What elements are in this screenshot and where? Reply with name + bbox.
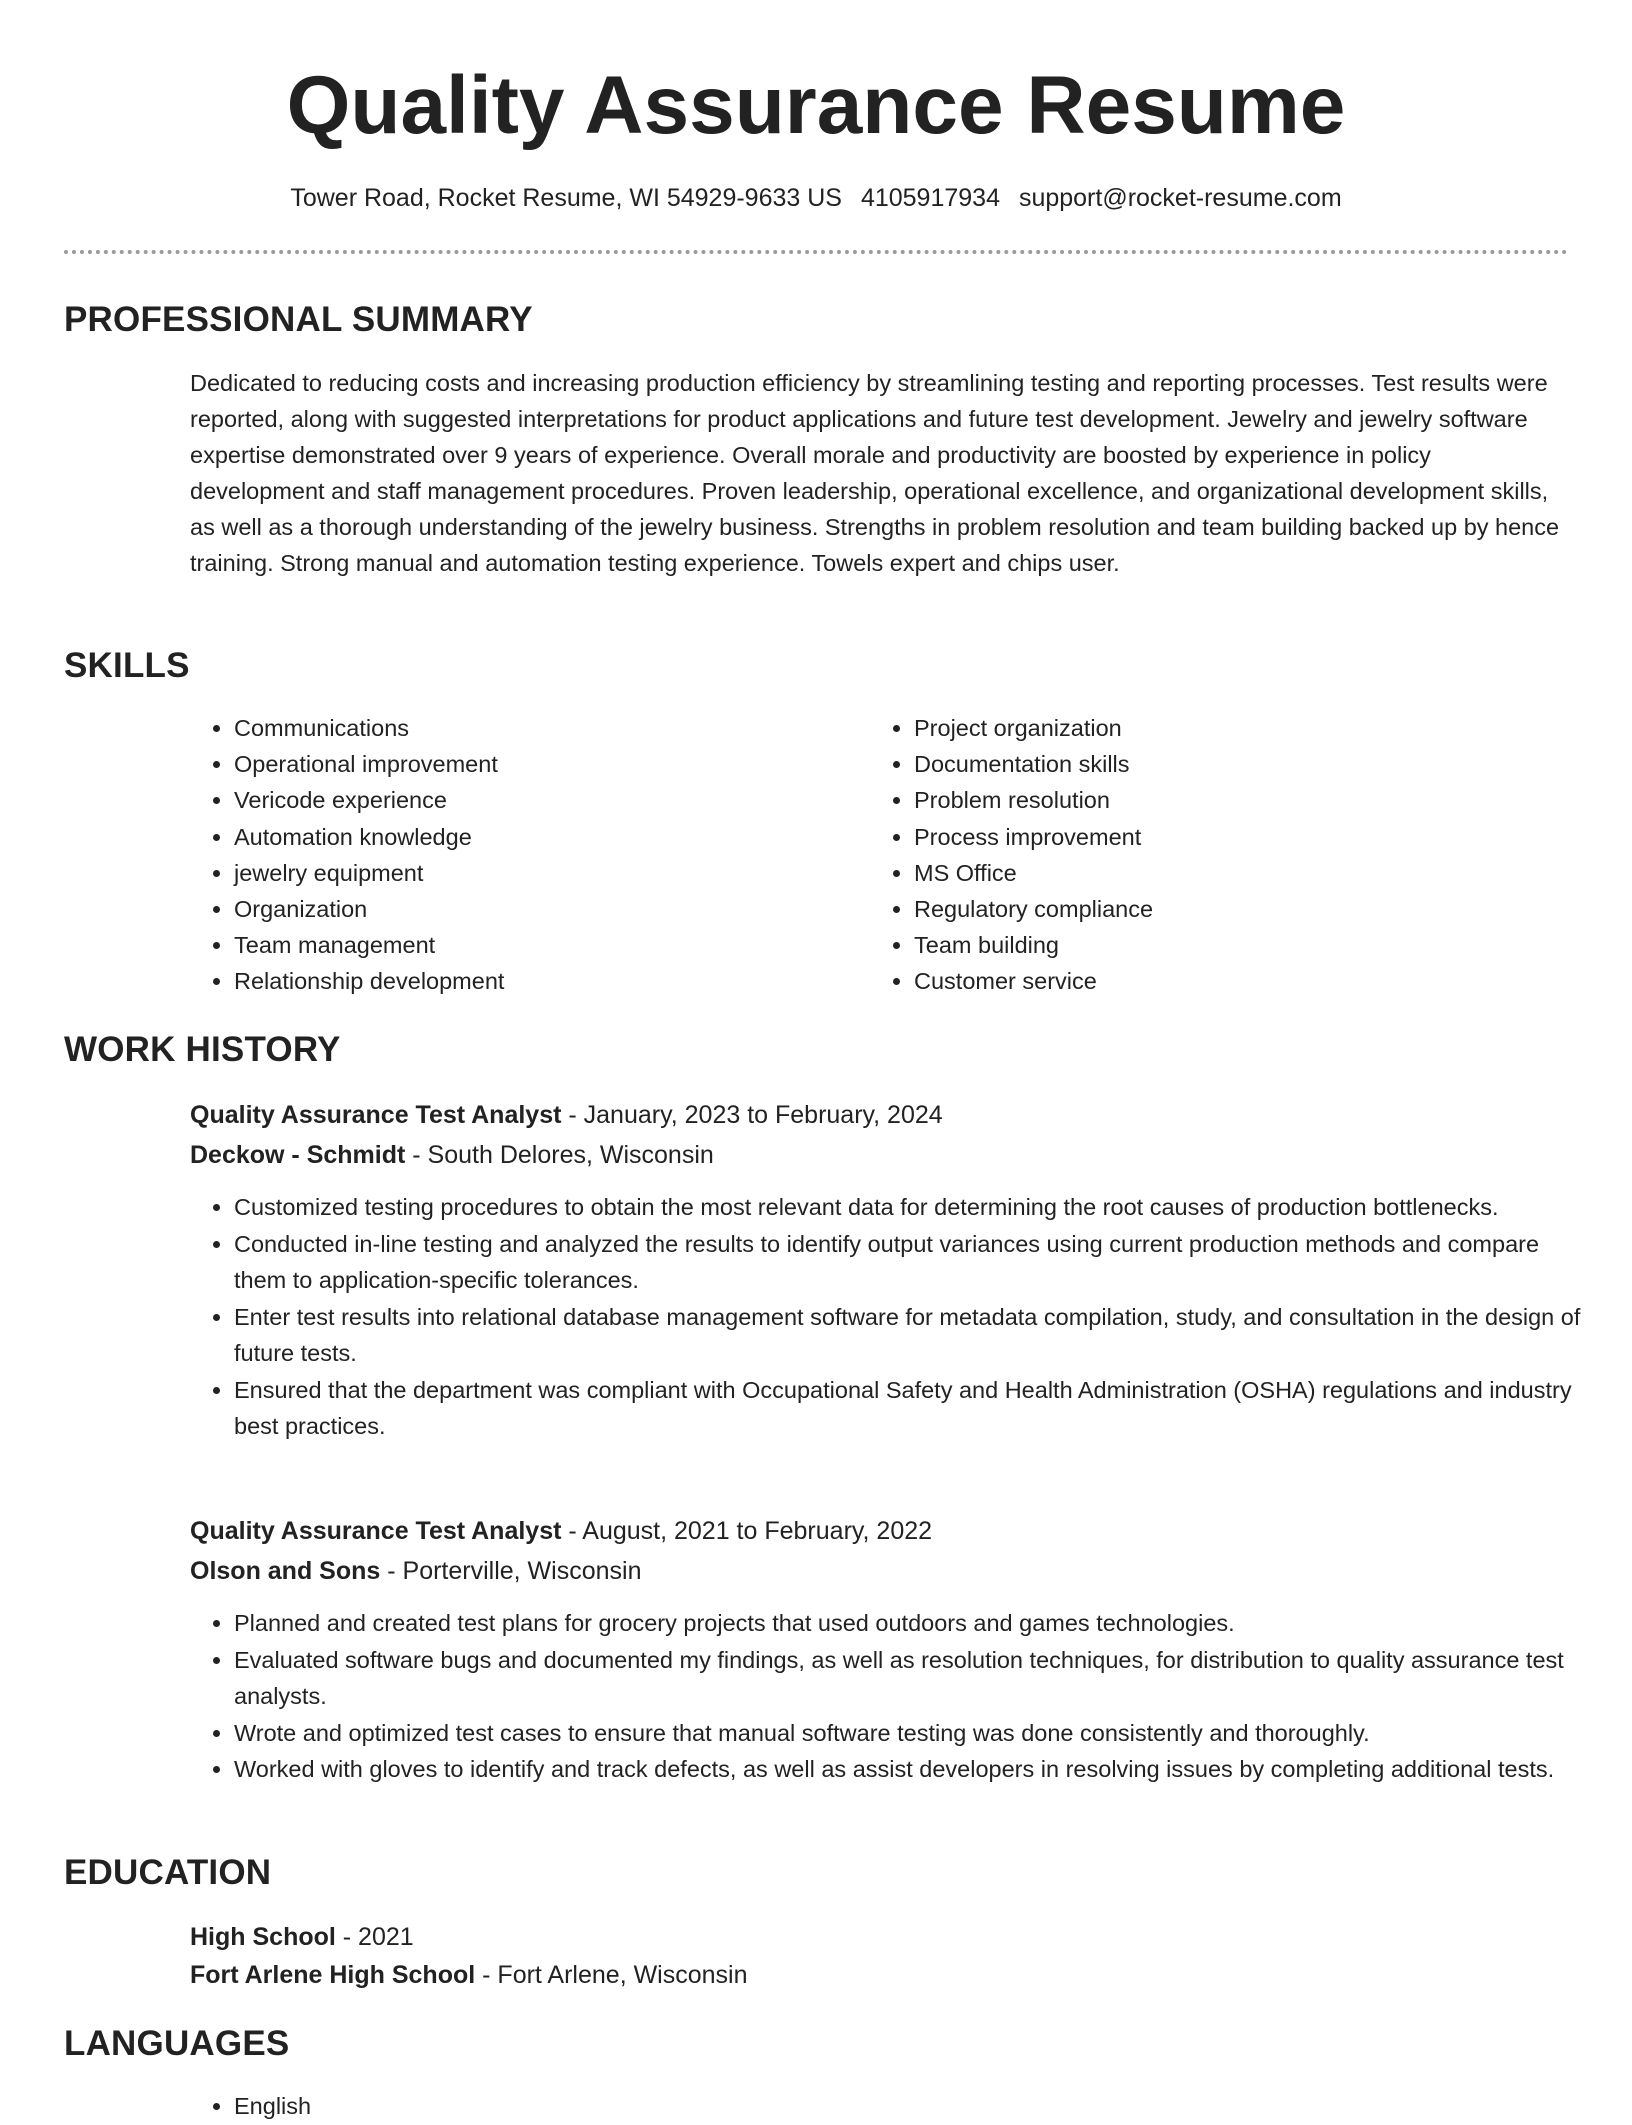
job-title: Quality Assurance Test Analyst bbox=[190, 1517, 562, 1545]
job-location: - South Delores, Wisconsin bbox=[405, 1141, 714, 1169]
job-bullet: • Ensured that the department was compliant with Occupational Safety and Health Administration (OSHA) regulations and industry best practices. bbox=[234, 1372, 1594, 1445]
summary-heading: PROFESSIONAL SUMMARY bbox=[64, 300, 533, 339]
languages-heading: LANGUAGES bbox=[64, 2024, 290, 2063]
contact-address: Tower Road, Rocket Resume, WI 54929-9633 US bbox=[290, 184, 842, 212]
job-dates: - January, 2023 to February, 2024 bbox=[561, 1101, 943, 1129]
skill-item: • Team management bbox=[234, 927, 864, 963]
contact-phone: 4105917934 bbox=[860, 184, 1000, 212]
header-divider bbox=[64, 250, 1568, 254]
contact-line bbox=[64, 180, 1568, 216]
education-location: - Fort Arlene, Wisconsin bbox=[475, 1961, 748, 1989]
skill-item: • Operational improvement bbox=[234, 746, 864, 782]
skill-item: • jewelry equipment bbox=[234, 855, 864, 891]
skill-item: • Vericode experience bbox=[234, 782, 864, 818]
skill-item: • Communications bbox=[234, 710, 864, 746]
education-degree-line bbox=[190, 1917, 1568, 1957]
skill-item: • Problem resolution bbox=[914, 782, 1564, 818]
job-bullet: • Evaluated software bugs and documented my findings, as well as resolution techniques, for distribution to quality assurance test analysts. bbox=[234, 1642, 1594, 1715]
job-title: Quality Assurance Test Analyst bbox=[190, 1101, 562, 1129]
languages-list bbox=[190, 2088, 1594, 2125]
job-company: Olson and Sons bbox=[190, 1557, 381, 1585]
skills-column-left bbox=[190, 710, 864, 1000]
job-bullet: • Planned and created test plans for grocery projects that used outdoors and games technologies. bbox=[234, 1605, 1594, 1642]
education-school: Fort Arlene High School bbox=[190, 1961, 476, 1989]
skill-item: • Team building bbox=[914, 927, 1564, 963]
summary-text: Dedicated to reducing costs and increasing production efficiency by streamlining testing and reporting processes. Test results were reported, along with suggested interpretations for product applications and future test development. Jewelry and jewelry software expertise demonstrated over 9 years of experience. Overall morale and productivity are boosted by experience in policy development and staff management procedures. Proven leadership, operational excellence, and organizational development skills, as well as a thorough understanding of the jewelry business. Strengths in problem resolution and team building backed up by hence training. Strong manual and automation testing experience. Towels expert and chips user. bbox=[190, 370, 1560, 576]
skill-item: • Automation knowledge bbox=[234, 819, 864, 855]
education-heading: EDUCATION bbox=[64, 1853, 272, 1892]
skills-column-right bbox=[870, 710, 1564, 1000]
job-bullet: • Customized testing procedures to obtain the most relevant data for determining the root causes of production bottlenecks. bbox=[234, 1189, 1594, 1226]
job-title-line bbox=[190, 1095, 1568, 1135]
page-title: Quality Assurance Resume bbox=[286, 60, 1346, 151]
job-bullet: • Worked with gloves to identify and track defects, as well as assist developers in resolving issues by completing additional tests. bbox=[234, 1751, 1594, 1788]
skill-item: • MS Office bbox=[914, 855, 1564, 891]
job-bullets bbox=[190, 1189, 1594, 1445]
job-bullet: • Conducted in-line testing and analyzed the results to identify output variances using current production methods and compare them to application-specific tolerances. bbox=[234, 1226, 1594, 1299]
education-degree: High School bbox=[190, 1923, 336, 1951]
job-bullet: • Wrote and optimized test cases to ensure that manual software testing was done consistently and thoroughly. bbox=[234, 1715, 1594, 1752]
job-dates: - August, 2021 to February, 2022 bbox=[561, 1517, 933, 1545]
skill-item: • Documentation skills bbox=[914, 746, 1564, 782]
skill-item: • Customer service bbox=[914, 963, 1564, 999]
job-bullet: • Enter test results into relational database management software for metadata compilation, study, and consultation in the design of future tests. bbox=[234, 1299, 1594, 1372]
skill-item: • Process improvement bbox=[914, 819, 1564, 855]
education-year: - 2021 bbox=[335, 1923, 414, 1951]
skill-item: • Organization bbox=[234, 891, 864, 927]
education-school-line bbox=[190, 1955, 1568, 1995]
skills-heading: SKILLS bbox=[64, 646, 190, 685]
work-heading: WORK HISTORY bbox=[64, 1030, 341, 1069]
skill-item: • Relationship development bbox=[234, 963, 864, 999]
skill-item: • Project organization bbox=[914, 710, 1564, 746]
language-item: • English bbox=[234, 2088, 1594, 2125]
job-title-line bbox=[190, 1511, 1568, 1551]
skill-item: • Regulatory compliance bbox=[914, 891, 1564, 927]
contact-email: support@rocket-resume.com bbox=[1018, 184, 1342, 212]
job-location: - Porterville, Wisconsin bbox=[380, 1557, 642, 1585]
job-company: Deckow - Schmidt bbox=[190, 1141, 406, 1169]
job-company-line bbox=[190, 1135, 1568, 1175]
job-company-line bbox=[190, 1551, 1568, 1591]
job-bullets bbox=[190, 1605, 1594, 1788]
